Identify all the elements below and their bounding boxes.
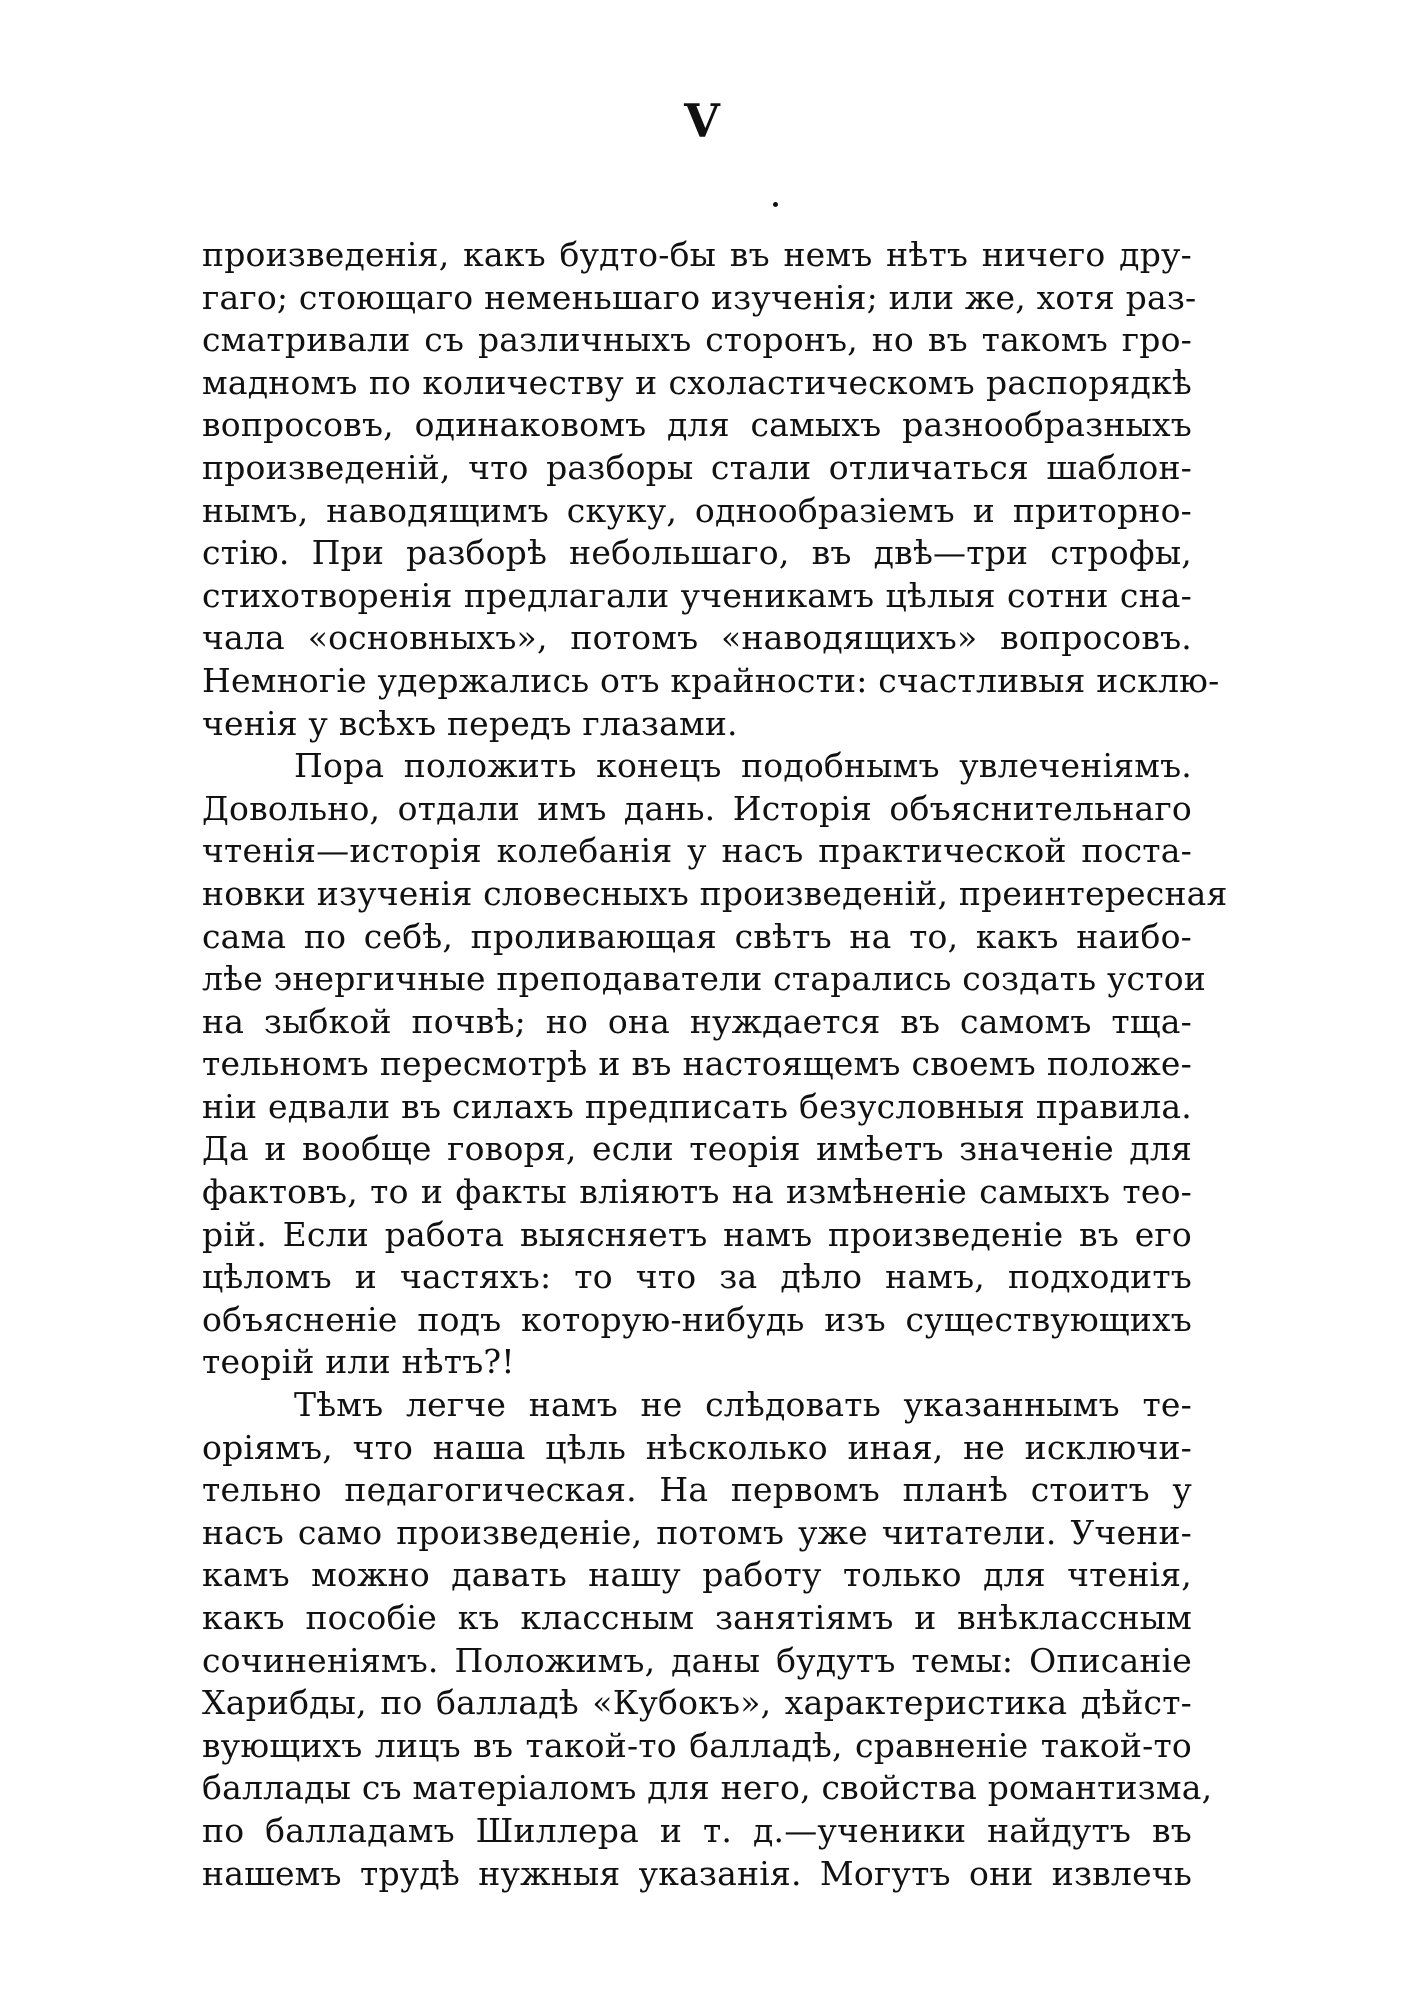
- text-line: сматривали съ различныхъ сторонъ, но въ такомъ гро-: [202, 320, 1192, 360]
- text-line: Пора положить конецъ подобнымъ увлеченіямъ.: [294, 746, 1192, 786]
- paragraph-1: [202, 234, 1220, 745]
- text-line: камъ можно давать нашу работу только для чтенія,: [202, 1555, 1192, 1595]
- text-line: объясненіе подъ которую-нибудь изъ существующихъ: [202, 1299, 1192, 1339]
- text-line: нашемъ трудѣ нужныя указанія. Могутъ они извлечь: [202, 1853, 1192, 1893]
- text-line: цѣломъ и частяхъ: то что за дѣло намъ, подходитъ: [202, 1257, 1192, 1297]
- print-speck: [773, 202, 778, 207]
- paragraph-2: [202, 745, 1228, 1384]
- text-line: лѣе энергичные преподаватели старались создать устои: [202, 959, 1206, 999]
- text-line: насъ само произведеніе, потомъ уже читатели. Учени-: [202, 1512, 1192, 1552]
- text-line: вопросовъ, одинаковомъ для самыхъ разнообразныхъ: [202, 405, 1192, 445]
- text-line: Да и вообще говоря, если теорія имѣетъ значеніе для: [202, 1129, 1192, 1169]
- text-line: стію. При разборѣ небольшаго, въ двѣ—три строфы,: [202, 533, 1192, 573]
- paragraph-3: [202, 1384, 1213, 1895]
- text-line: стихотворенія предлагали ученикамъ цѣлыя сотни сна-: [202, 575, 1192, 615]
- text-line: Немногіе удержались отъ крайности: счастливыя исклю-: [202, 660, 1220, 700]
- text-line: Тѣмъ легче намъ не слѣдовать указаннымъ те-: [294, 1385, 1192, 1425]
- text-line: нымъ, наводящимъ скуку, однообразіемъ и приторно-: [202, 490, 1192, 530]
- text-line: рій. Если работа выясняетъ намъ произведеніе въ его: [202, 1214, 1192, 1254]
- text-line: новки изученія словесныхъ произведеній, преинтересная: [202, 873, 1228, 913]
- text-line: ченія у всѣхъ передъ глазами.: [202, 703, 738, 743]
- text-line: теорій или нѣтъ?!: [202, 1342, 515, 1382]
- text-line: на зыбкой почвѣ; но она нуждается въ самомъ тща-: [202, 1001, 1192, 1041]
- text-line: какъ пособіе къ классным занятіямъ и внѣклассным: [202, 1598, 1192, 1637]
- text-line: сочиненіямъ. Положимъ, даны будутъ темы: Описаніе: [202, 1640, 1192, 1680]
- text-line: тельно педагогическая. На первомъ планѣ стоитъ у: [202, 1470, 1192, 1510]
- text-line: чтенія—исторія колебанія у насъ практической поста-: [202, 831, 1192, 871]
- text-line: баллады съ матеріаломъ для него, свойства романтизма,: [202, 1768, 1213, 1808]
- text-line: сама по себѣ, проливающая свѣтъ на то, какъ наибо-: [202, 916, 1192, 956]
- text-line: произведеній, что разборы стали отличаться шаблон-: [202, 447, 1192, 487]
- text-line: ніи едвали въ силахъ предписать безусловныя правила.: [202, 1086, 1192, 1126]
- text-line: гаго; стоющаго неменьшаго изученія; или же, хотя раз-: [202, 277, 1197, 317]
- text-line: Харибды, по балладѣ «Кубокъ», характеристика дѣйст-: [202, 1683, 1192, 1723]
- text-line: тельномъ пересмотрѣ и въ настоящемъ своемъ положе-: [202, 1044, 1192, 1084]
- page-number: V: [684, 94, 720, 148]
- text-line: Довольно, отдали имъ дань. Исторія объяснительнаго: [202, 788, 1192, 828]
- text-line: по балладамъ Шиллера и т. д.—ученики найдутъ въ: [202, 1810, 1192, 1850]
- text-line: вующихъ лицъ въ такой-то балладѣ, сравненіе такой-то: [202, 1725, 1192, 1765]
- text-line: произведенія, какъ будто-бы въ немъ нѣтъ ничего дру-: [202, 235, 1192, 274]
- text-line: чала «основныхъ», потомъ «наводящихъ» вопросовъ.: [202, 618, 1192, 658]
- text-line: мадномъ по количеству и схоластическомъ распорядкѣ: [202, 362, 1192, 402]
- text-line: оріямъ, что наша цѣль нѣсколько иная, не исключи-: [202, 1427, 1192, 1467]
- body-text: [202, 234, 1228, 1895]
- text-line: фактовъ, то и факты вліяютъ на измѣненіе самыхъ тео-: [202, 1172, 1192, 1212]
